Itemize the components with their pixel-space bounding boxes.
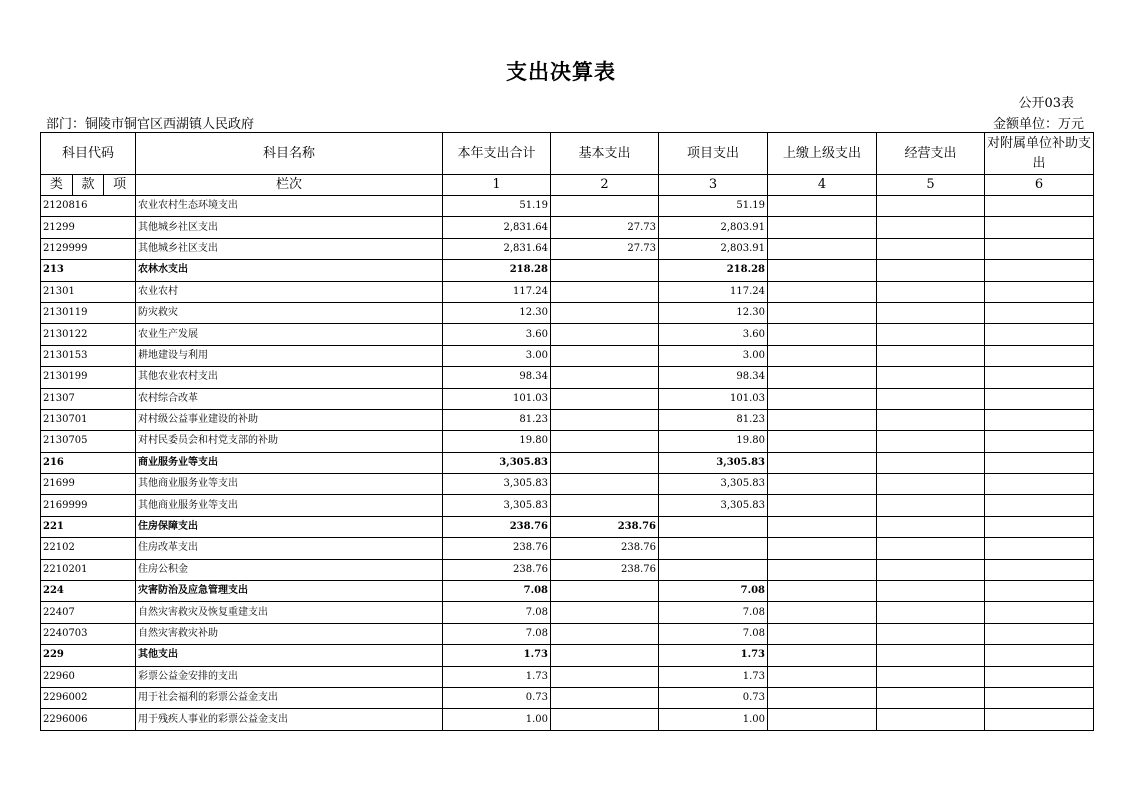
cell-name: 灾害防治及应急管理支出	[136, 581, 443, 602]
expenditure-table	[40, 132, 1094, 731]
table-row	[41, 345, 1094, 366]
cell-code: 2130153	[41, 345, 136, 366]
cell-upper	[768, 345, 877, 366]
cell-basic	[551, 709, 659, 730]
cell-subsidy	[985, 367, 1094, 388]
cell-basic	[551, 196, 659, 217]
table-row	[41, 324, 1094, 345]
table-row	[41, 281, 1094, 302]
cell-project	[659, 538, 768, 559]
header-basic: 基本支出	[551, 133, 659, 175]
cell-basic	[551, 388, 659, 409]
table-row	[41, 238, 1094, 259]
cell-basic	[551, 474, 659, 495]
cell-basic	[551, 581, 659, 602]
cell-subsidy	[985, 538, 1094, 559]
cell-total: 7.08	[443, 602, 551, 623]
cell-basic	[551, 409, 659, 430]
cell-name: 农业农村	[136, 281, 443, 302]
cell-project	[659, 559, 768, 580]
header-subsidy: 对附属单位补助支出	[985, 133, 1094, 175]
cell-operating	[877, 602, 985, 623]
cell-upper	[768, 324, 877, 345]
cell-total: 238.76	[443, 538, 551, 559]
cell-project: 3,305.83	[659, 495, 768, 516]
cell-operating	[877, 196, 985, 217]
cell-upper	[768, 666, 877, 687]
cell-code: 21307	[41, 388, 136, 409]
cell-project: 19.80	[659, 431, 768, 452]
cell-name: 对村级公益事业建设的补助	[136, 409, 443, 430]
cell-name: 自然灾害救灾补助	[136, 623, 443, 644]
cell-total: 1.00	[443, 709, 551, 730]
cell-name: 耕地建设与利用	[136, 345, 443, 366]
cell-project: 1.73	[659, 666, 768, 687]
cell-project: 117.24	[659, 281, 768, 302]
header-operating: 经营支出	[877, 133, 985, 175]
cell-code: 2130199	[41, 367, 136, 388]
cell-total: 3,305.83	[443, 452, 551, 473]
cell-project: 3,305.83	[659, 452, 768, 473]
cell-code: 229	[41, 645, 136, 666]
cell-name: 其他农业农村支出	[136, 367, 443, 388]
cell-operating	[877, 238, 985, 259]
cell-total: 3.60	[443, 324, 551, 345]
cell-code: 2169999	[41, 495, 136, 516]
cell-basic: 238.76	[551, 516, 659, 537]
cell-name: 其他城乡社区支出	[136, 238, 443, 259]
cell-total: 3,305.83	[443, 495, 551, 516]
cell-name: 其他商业服务业等支出	[136, 474, 443, 495]
cell-operating	[877, 324, 985, 345]
cell-project: 3.00	[659, 345, 768, 366]
cell-subsidy	[985, 260, 1094, 281]
table-row	[41, 516, 1094, 537]
cell-code: 2120816	[41, 196, 136, 217]
header-lei: 类	[41, 175, 73, 195]
cell-basic	[551, 687, 659, 708]
cell-total: 1.73	[443, 645, 551, 666]
cell-name: 住房保障支出	[136, 516, 443, 537]
cell-operating	[877, 431, 985, 452]
cell-operating	[877, 559, 985, 580]
cell-total: 238.76	[443, 516, 551, 537]
table-body	[41, 196, 1094, 731]
cell-basic: 238.76	[551, 559, 659, 580]
cell-upper	[768, 217, 877, 238]
table-row	[41, 687, 1094, 708]
cell-basic	[551, 666, 659, 687]
cell-subsidy	[985, 623, 1094, 644]
cell-operating	[877, 538, 985, 559]
cell-operating	[877, 217, 985, 238]
cell-subsidy	[985, 409, 1094, 430]
cell-upper	[768, 602, 877, 623]
cell-total: 3.00	[443, 345, 551, 366]
cell-subsidy	[985, 324, 1094, 345]
cell-upper	[768, 687, 877, 708]
table-row	[41, 367, 1094, 388]
cell-project	[659, 516, 768, 537]
cell-code: 21299	[41, 217, 136, 238]
cell-upper	[768, 409, 877, 430]
amount-unit-label: 金额单位：万元	[992, 117, 1084, 132]
cell-project: 1.73	[659, 645, 768, 666]
cell-subsidy	[985, 709, 1094, 730]
cell-name: 其他城乡社区支出	[136, 217, 443, 238]
cell-code: 224	[41, 581, 136, 602]
cell-subsidy	[985, 645, 1094, 666]
cell-basic	[551, 345, 659, 366]
cell-code: 2210201	[41, 559, 136, 580]
table-row	[41, 559, 1094, 580]
cell-code: 221	[41, 516, 136, 537]
table-row	[41, 260, 1094, 281]
header-row-label: 栏次	[136, 175, 443, 196]
cell-name: 彩票公益金安排的支出	[136, 666, 443, 687]
header-lei-kuan-xiang	[41, 175, 136, 196]
cell-subsidy	[985, 217, 1094, 238]
table-row	[41, 196, 1094, 217]
cell-code: 2240703	[41, 623, 136, 644]
cell-name: 用于社会福利的彩票公益金支出	[136, 687, 443, 708]
cell-subsidy	[985, 559, 1094, 580]
header-name: 科目名称	[136, 133, 443, 175]
cell-upper	[768, 623, 877, 644]
cell-upper	[768, 302, 877, 323]
cell-project: 7.08	[659, 602, 768, 623]
cell-name: 住房改革支出	[136, 538, 443, 559]
table-row	[41, 709, 1094, 730]
cell-project: 12.30	[659, 302, 768, 323]
cell-subsidy	[985, 196, 1094, 217]
cell-upper	[768, 559, 877, 580]
cell-project: 2,803.91	[659, 217, 768, 238]
cell-operating	[877, 345, 985, 366]
cell-total: 19.80	[443, 431, 551, 452]
cell-subsidy	[985, 516, 1094, 537]
cell-operating	[877, 409, 985, 430]
cell-project: 0.73	[659, 687, 768, 708]
cell-project: 218.28	[659, 260, 768, 281]
table-row	[41, 602, 1094, 623]
cell-total: 12.30	[443, 302, 551, 323]
cell-name: 农业生产发展	[136, 324, 443, 345]
cell-code: 22102	[41, 538, 136, 559]
cell-operating	[877, 495, 985, 516]
header-col2: 2	[551, 175, 659, 196]
cell-basic	[551, 623, 659, 644]
cell-code: 2296006	[41, 709, 136, 730]
cell-name: 其他商业服务业等支出	[136, 495, 443, 516]
cell-subsidy	[985, 238, 1094, 259]
cell-operating	[877, 687, 985, 708]
cell-upper	[768, 260, 877, 281]
header-col4: 4	[768, 175, 877, 196]
table-row	[41, 495, 1094, 516]
cell-basic: 27.73	[551, 217, 659, 238]
cell-total: 2,831.64	[443, 238, 551, 259]
cell-project: 98.34	[659, 367, 768, 388]
cell-code: 21301	[41, 281, 136, 302]
table-row	[41, 474, 1094, 495]
cell-code: 213	[41, 260, 136, 281]
cell-project: 7.08	[659, 581, 768, 602]
cell-total: 117.24	[443, 281, 551, 302]
cell-basic	[551, 431, 659, 452]
cell-name: 农业农村生态环境支出	[136, 196, 443, 217]
cell-total: 238.76	[443, 559, 551, 580]
header-col5: 5	[877, 175, 985, 196]
table-row	[41, 452, 1094, 473]
cell-subsidy	[985, 302, 1094, 323]
cell-project: 81.23	[659, 409, 768, 430]
cell-total: 81.23	[443, 409, 551, 430]
cell-upper	[768, 431, 877, 452]
cell-upper	[768, 538, 877, 559]
cell-operating	[877, 452, 985, 473]
cell-code: 216	[41, 452, 136, 473]
cell-total: 0.73	[443, 687, 551, 708]
header-total: 本年支出合计	[443, 133, 551, 175]
header-kuan: 款	[73, 175, 105, 195]
cell-upper	[768, 709, 877, 730]
cell-operating	[877, 709, 985, 730]
table-row	[41, 302, 1094, 323]
cell-operating	[877, 474, 985, 495]
header-xiang: 项	[113, 177, 127, 192]
cell-code: 2296002	[41, 687, 136, 708]
table-row	[41, 645, 1094, 666]
cell-name: 用于残疾人事业的彩票公益金支出	[136, 709, 443, 730]
cell-name: 住房公积金	[136, 559, 443, 580]
cell-operating	[877, 281, 985, 302]
cell-subsidy	[985, 431, 1094, 452]
department-label: 部门：铜陵市铜官区西湖镇人民政府	[46, 117, 255, 132]
cell-basic	[551, 260, 659, 281]
cell-total: 101.03	[443, 388, 551, 409]
cell-upper	[768, 452, 877, 473]
cell-basic	[551, 602, 659, 623]
table-row	[41, 431, 1094, 452]
cell-code: 2130705	[41, 431, 136, 452]
cell-upper	[768, 238, 877, 259]
form-number: 公开03表	[1018, 96, 1074, 111]
cell-subsidy	[985, 581, 1094, 602]
cell-name: 农林水支出	[136, 260, 443, 281]
cell-project: 7.08	[659, 623, 768, 644]
cell-basic	[551, 645, 659, 666]
cell-subsidy	[985, 452, 1094, 473]
cell-basic	[551, 281, 659, 302]
cell-code: 22407	[41, 602, 136, 623]
cell-basic	[551, 367, 659, 388]
cell-project: 3,305.83	[659, 474, 768, 495]
header-col3: 3	[659, 175, 768, 196]
cell-upper	[768, 581, 877, 602]
cell-upper	[768, 516, 877, 537]
table-row	[41, 538, 1094, 559]
cell-upper	[768, 495, 877, 516]
cell-subsidy	[985, 345, 1094, 366]
cell-total: 7.08	[443, 581, 551, 602]
cell-operating	[877, 623, 985, 644]
cell-subsidy	[985, 388, 1094, 409]
cell-code: 2130119	[41, 302, 136, 323]
cell-basic: 27.73	[551, 238, 659, 259]
cell-project: 101.03	[659, 388, 768, 409]
cell-operating	[877, 581, 985, 602]
cell-basic	[551, 302, 659, 323]
cell-project: 51.19	[659, 196, 768, 217]
cell-upper	[768, 367, 877, 388]
cell-operating	[877, 302, 985, 323]
cell-total: 51.19	[443, 196, 551, 217]
table-row	[41, 666, 1094, 687]
cell-operating	[877, 516, 985, 537]
cell-upper	[768, 474, 877, 495]
cell-operating	[877, 260, 985, 281]
header-upper: 上缴上级支出	[768, 133, 877, 175]
header-code: 科目代码	[41, 133, 136, 175]
cell-name: 对村民委员会和村党支部的补助	[136, 431, 443, 452]
cell-total: 7.08	[443, 623, 551, 644]
cell-basic	[551, 495, 659, 516]
cell-name: 防灾救灾	[136, 302, 443, 323]
table-row	[41, 217, 1094, 238]
cell-code: 21699	[41, 474, 136, 495]
page-title: 支出决算表	[506, 60, 616, 84]
cell-total: 1.73	[443, 666, 551, 687]
cell-basic	[551, 452, 659, 473]
cell-project: 2,803.91	[659, 238, 768, 259]
cell-subsidy	[985, 666, 1094, 687]
cell-total: 3,305.83	[443, 474, 551, 495]
cell-operating	[877, 367, 985, 388]
cell-subsidy	[985, 281, 1094, 302]
header-col1: 1	[443, 175, 551, 196]
header-project: 项目支出	[659, 133, 768, 175]
table-row	[41, 409, 1094, 430]
header-col6: 6	[985, 175, 1094, 196]
cell-name: 其他支出	[136, 645, 443, 666]
table-row	[41, 388, 1094, 409]
cell-code: 2130122	[41, 324, 136, 345]
cell-name: 自然灾害救灾及恢复重建支出	[136, 602, 443, 623]
cell-code: 22960	[41, 666, 136, 687]
cell-total: 98.34	[443, 367, 551, 388]
cell-upper	[768, 645, 877, 666]
cell-operating	[877, 645, 985, 666]
cell-basic: 238.76	[551, 538, 659, 559]
cell-subsidy	[985, 474, 1094, 495]
table-row	[41, 581, 1094, 602]
cell-subsidy	[985, 602, 1094, 623]
cell-operating	[877, 666, 985, 687]
cell-upper	[768, 281, 877, 302]
cell-operating	[877, 388, 985, 409]
cell-subsidy	[985, 495, 1094, 516]
cell-total: 218.28	[443, 260, 551, 281]
cell-upper	[768, 388, 877, 409]
cell-basic	[551, 324, 659, 345]
cell-upper	[768, 196, 877, 217]
cell-code: 2129999	[41, 238, 136, 259]
cell-project: 1.00	[659, 709, 768, 730]
cell-name: 农村综合改革	[136, 388, 443, 409]
cell-total: 2,831.64	[443, 217, 551, 238]
cell-subsidy	[985, 687, 1094, 708]
cell-project: 3.60	[659, 324, 768, 345]
table-row	[41, 623, 1094, 644]
cell-name: 商业服务业等支出	[136, 452, 443, 473]
cell-code: 2130701	[41, 409, 136, 430]
